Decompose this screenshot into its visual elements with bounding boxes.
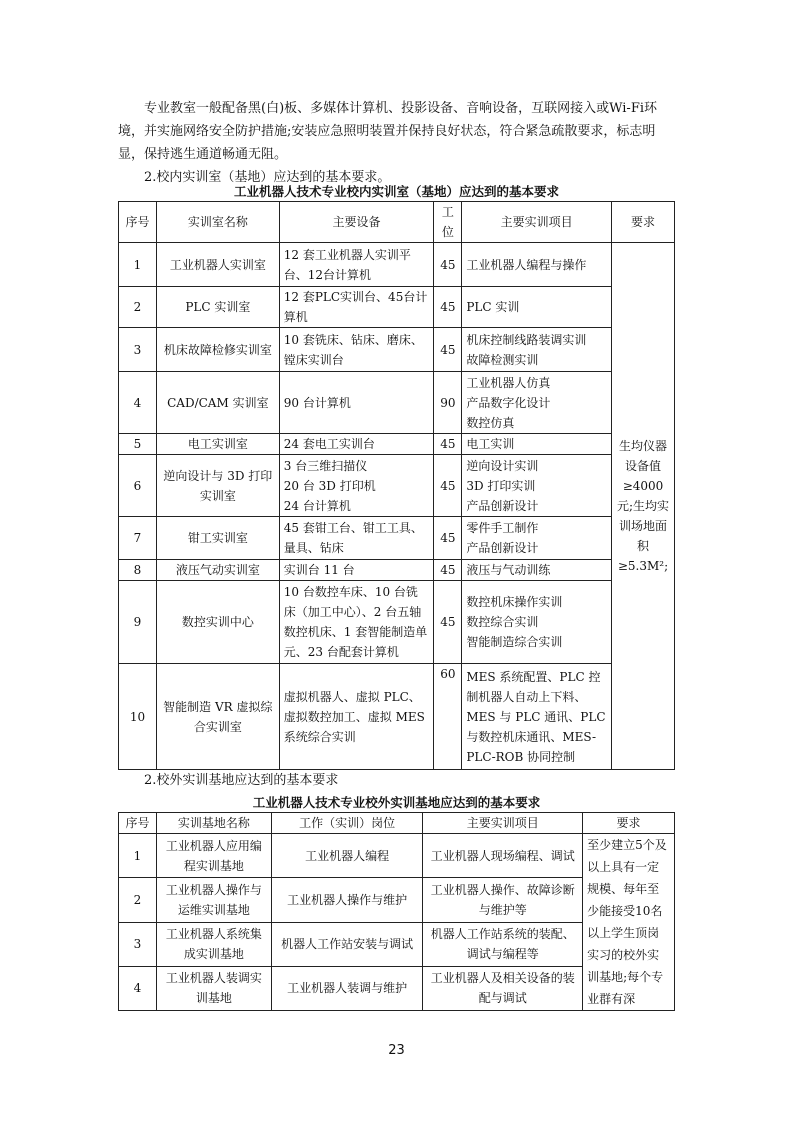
table-row — [119, 372, 675, 434]
internal-training-table — [118, 201, 675, 770]
table-row — [119, 455, 675, 517]
projects: 电工实训 — [462, 434, 612, 455]
equipment: 12 套工业机器人实训平台、12台计算机 — [279, 243, 434, 287]
row-no: 9 — [119, 581, 157, 664]
header-post: 工作（实训）岗位 — [271, 813, 423, 834]
header-seats: 工 位 — [434, 202, 462, 243]
row-no: 7 — [119, 517, 157, 560]
page-number: 23 — [388, 1043, 405, 1058]
row-no: 8 — [119, 560, 157, 581]
row-no: 4 — [119, 372, 157, 434]
row-no: 1 — [119, 834, 157, 878]
post: 机器人工作站安装与调试 — [271, 922, 423, 966]
seats: 90 — [434, 372, 462, 434]
header-projects: 主要实训项目 — [462, 202, 612, 243]
seats: 45 — [434, 517, 462, 560]
room-name: 钳工实训室 — [156, 517, 279, 560]
seats: 45 — [434, 434, 462, 455]
seats: 45 — [434, 287, 462, 328]
equipment: 10 台数控车床、10 台铣床（加工中心）、2 台五轴数控机床、1 套智能制造单元、23 台配套计算机 — [279, 581, 434, 664]
table-row — [119, 287, 675, 328]
header-no: 序号 — [119, 813, 157, 834]
header-room-name: 实训室名称 — [156, 202, 279, 243]
equipment: 3 台三维扫描仪 20 台 3D 打印机 24 台计算机 — [279, 455, 434, 517]
equipment: 实训台 11 台 — [279, 560, 434, 581]
section-heading-external-block — [118, 769, 678, 792]
equipment: 24 套电工实训台 — [279, 434, 434, 455]
table2-caption: 工业机器人技术专业校外实训基地应达到的基本要求 — [252, 795, 541, 810]
base-name: 工业机器人系统集成实训基地 — [156, 922, 271, 966]
table-row — [119, 581, 675, 664]
section-heading-internal: 2.校内实训室（基地）应达到的基本要求。 — [144, 170, 391, 185]
intro-paragraph: 专业教室一般配备黑(白)板、多媒体计算机、投影设备、音响设备，互联网接入或Wi-Fi环境，并实施网络安全防护措施;安装应急照明装置并保持良好状态，符合紧急疏散要求，标志明显，保持逃生通道畅通无阻。 — [118, 101, 658, 162]
post: 工业机器人编程 — [271, 834, 423, 878]
row-no: 10 — [119, 664, 157, 770]
header-base-name: 实训基地名称 — [156, 813, 271, 834]
room-name: 逆向设计与 3D 打印实训室 — [156, 455, 279, 517]
projects: 液压与气动训练 — [462, 560, 612, 581]
row-no: 2 — [119, 287, 157, 328]
row-no: 3 — [119, 922, 157, 966]
header-requirement: 要求 — [611, 202, 674, 243]
room-name: 机床故障检修实训室 — [156, 328, 279, 372]
row-no: 3 — [119, 328, 157, 372]
projects: 工业机器人操作、故障诊断与维护等 — [423, 878, 583, 922]
row-no: 4 — [119, 966, 157, 1010]
table-row — [119, 328, 675, 372]
row-no: 1 — [119, 243, 157, 287]
table1-caption: 工业机器人技术专业校内实训室（基地）应达到的基本要求 — [233, 184, 559, 199]
base-name: 工业机器人操作与运维实训基地 — [156, 878, 271, 922]
projects: 工业机器人编程与操作 — [462, 243, 612, 287]
projects: 数控机床操作实训 数控综合实训 智能制造综合实训 — [462, 581, 612, 664]
projects: 零件手工制作 产品创新设计 — [462, 517, 612, 560]
seats: 45 — [434, 560, 462, 581]
table-row — [119, 664, 675, 770]
header-equipment: 主要设备 — [279, 202, 434, 243]
seats: 45 — [434, 243, 462, 287]
room-name: 数控实训中心 — [156, 581, 279, 664]
projects: MES 系统配置、PLC 控制机器人自动上下料、MES 与 PLC 通讯、PLC 与数控机床通讯、MES-PLC-ROB 协同控制 — [462, 664, 612, 770]
base-name: 工业机器人应用编程实训基地 — [156, 834, 271, 878]
table-row — [119, 434, 675, 455]
room-name: 液压气动实训室 — [156, 560, 279, 581]
projects: 机床控制线路装调实训 故障检测实训 — [462, 328, 612, 372]
projects: PLC 实训 — [462, 287, 612, 328]
seats: 45 — [434, 328, 462, 372]
equipment: 10 套铣床、钻床、磨床、镗床实训台 — [279, 328, 434, 372]
section-heading-external: 2.校外实训基地应达到的基本要求 — [144, 773, 339, 788]
row-no: 5 — [119, 434, 157, 455]
table-row — [119, 560, 675, 581]
external-training-table — [118, 812, 675, 1011]
room-name: 工业机器人实训室 — [156, 243, 279, 287]
equipment: 45 套钳工台、钳工工具、量具、钻床 — [279, 517, 434, 560]
table-row — [119, 243, 675, 287]
post: 工业机器人操作与维护 — [271, 878, 423, 922]
equipment: 12 套PLC实训台、45台计算机 — [279, 287, 434, 328]
intro-text — [118, 97, 678, 189]
header-requirement: 要求 — [583, 813, 675, 834]
requirement-cell: 生均仪器设备值≥4000元;生均实训场地面积≥5.3M²; — [611, 243, 674, 770]
projects: 工业机器人现场编程、调试 — [423, 834, 583, 878]
projects: 工业机器人及相关设备的装配与调试 — [423, 966, 583, 1010]
projects: 逆向设计实训 3D 打印实训 产品创新设计 — [462, 455, 612, 517]
seats: 45 — [434, 455, 462, 517]
equipment: 虚拟机器人、虚拟 PLC、虚拟数控加工、虚拟 MES 系统综合实训 — [279, 664, 434, 770]
header-no: 序号 — [119, 202, 157, 243]
table-row — [119, 834, 675, 878]
requirement-cell: 至少建立5个及以上具有一定规模、每年至少能接受10名以上学生顶岗实习的校外实训基地;每个专业群有深 — [583, 834, 675, 1011]
row-no: 6 — [119, 455, 157, 517]
projects: 机器人工作站系统的装配、调试与编程等 — [423, 922, 583, 966]
room-name: PLC 实训室 — [156, 287, 279, 328]
room-name: CAD/CAM 实训室 — [156, 372, 279, 434]
header-projects: 主要实训项目 — [423, 813, 583, 834]
equipment: 90 台计算机 — [279, 372, 434, 434]
base-name: 工业机器人装调实训基地 — [156, 966, 271, 1010]
room-name: 电工实训室 — [156, 434, 279, 455]
table-row — [119, 517, 675, 560]
seats: 60 — [434, 664, 462, 770]
projects: 工业机器人仿真 产品数字化设计 数控仿真 — [462, 372, 612, 434]
room-name: 智能制造 VR 虚拟综合实训室 — [156, 664, 279, 770]
post: 工业机器人装调与维护 — [271, 966, 423, 1010]
seats: 45 — [434, 581, 462, 664]
row-no: 2 — [119, 878, 157, 922]
